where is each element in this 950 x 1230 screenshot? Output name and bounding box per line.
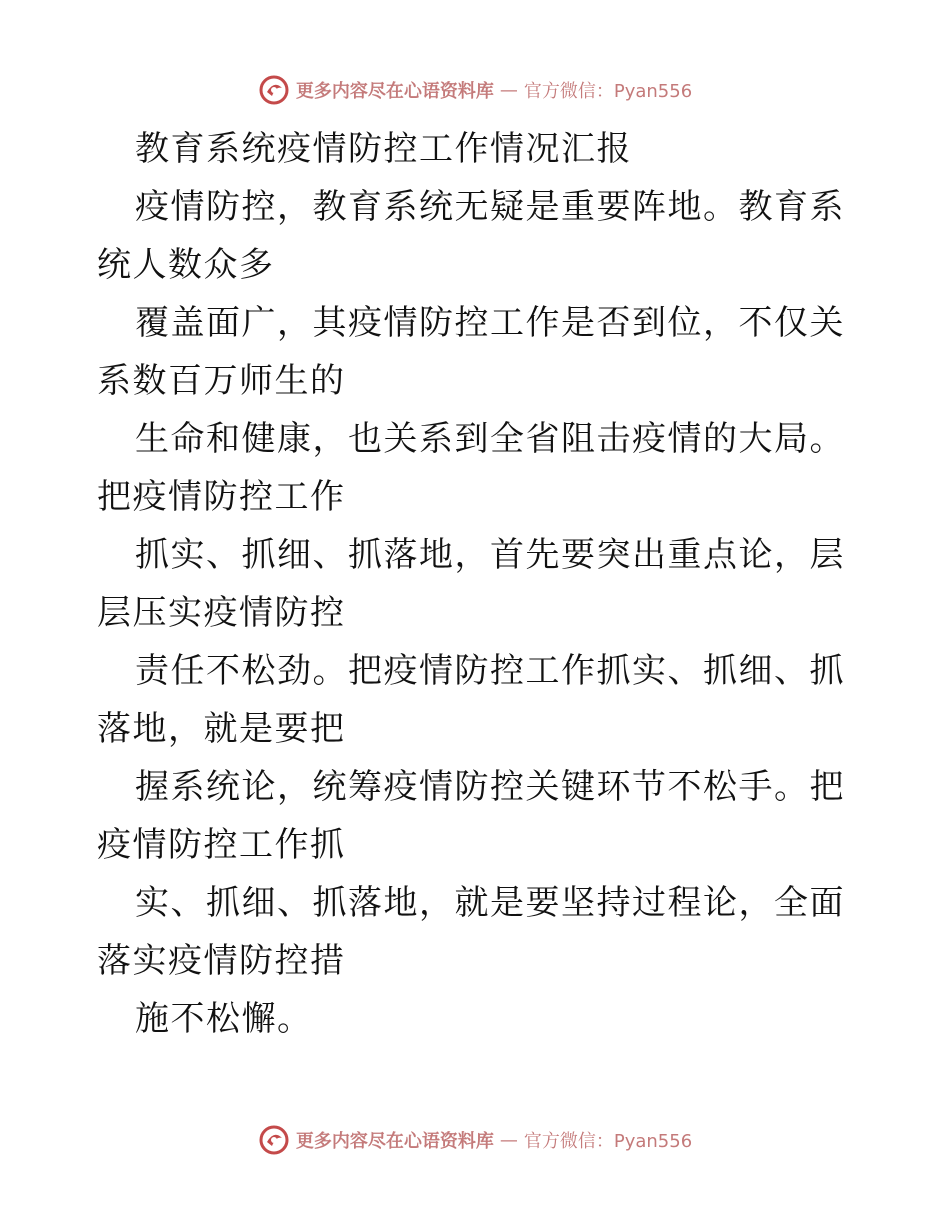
paragraph: 生命和健康，也关系到全省阻击疫情的大局。把疫情防控工作	[97, 419, 845, 517]
document-title: 教育系统疫情防控工作情况汇报	[135, 129, 632, 169]
paragraph: 责任不松劲。把疫情防控工作抓实、抓细、抓落地，就是要把	[97, 651, 845, 749]
red-swirl-logo-icon	[258, 1124, 290, 1156]
red-swirl-logo-icon	[258, 74, 290, 106]
paragraph: 疫情防控，教育系统无疑是重要阵地。教育系统人数众多	[97, 187, 845, 285]
watermark-sub-text: 官方微信：Pyan556	[523, 81, 693, 102]
watermark-main-text: 更多内容尽在心语资料库	[295, 1131, 494, 1152]
watermark-main-text: 更多内容尽在心语资料库	[295, 81, 494, 102]
footer-watermark	[0, 1120, 950, 1160]
paragraph: 覆盖面广，其疫情防控工作是否到位，不仅关系数百万师生的	[97, 303, 845, 401]
watermark-sub-text: 官方微信：Pyan556	[523, 1131, 693, 1152]
document-body	[97, 120, 857, 1048]
header-watermark	[0, 70, 950, 110]
paragraph: 握系统论，统筹疫情防控关键环节不松手。把疫情防控工作抓	[97, 767, 845, 865]
paragraph: 抓实、抓细、抓落地，首先要突出重点论，层层压实疫情防控	[97, 535, 845, 633]
paragraph: 实、抓细、抓落地，就是要坚持过程论，全面落实疫情防控措	[97, 883, 845, 981]
watermark-dash: —	[499, 1129, 518, 1151]
paragraph: 施不松懈。	[135, 999, 313, 1039]
watermark-dash: —	[499, 79, 518, 101]
